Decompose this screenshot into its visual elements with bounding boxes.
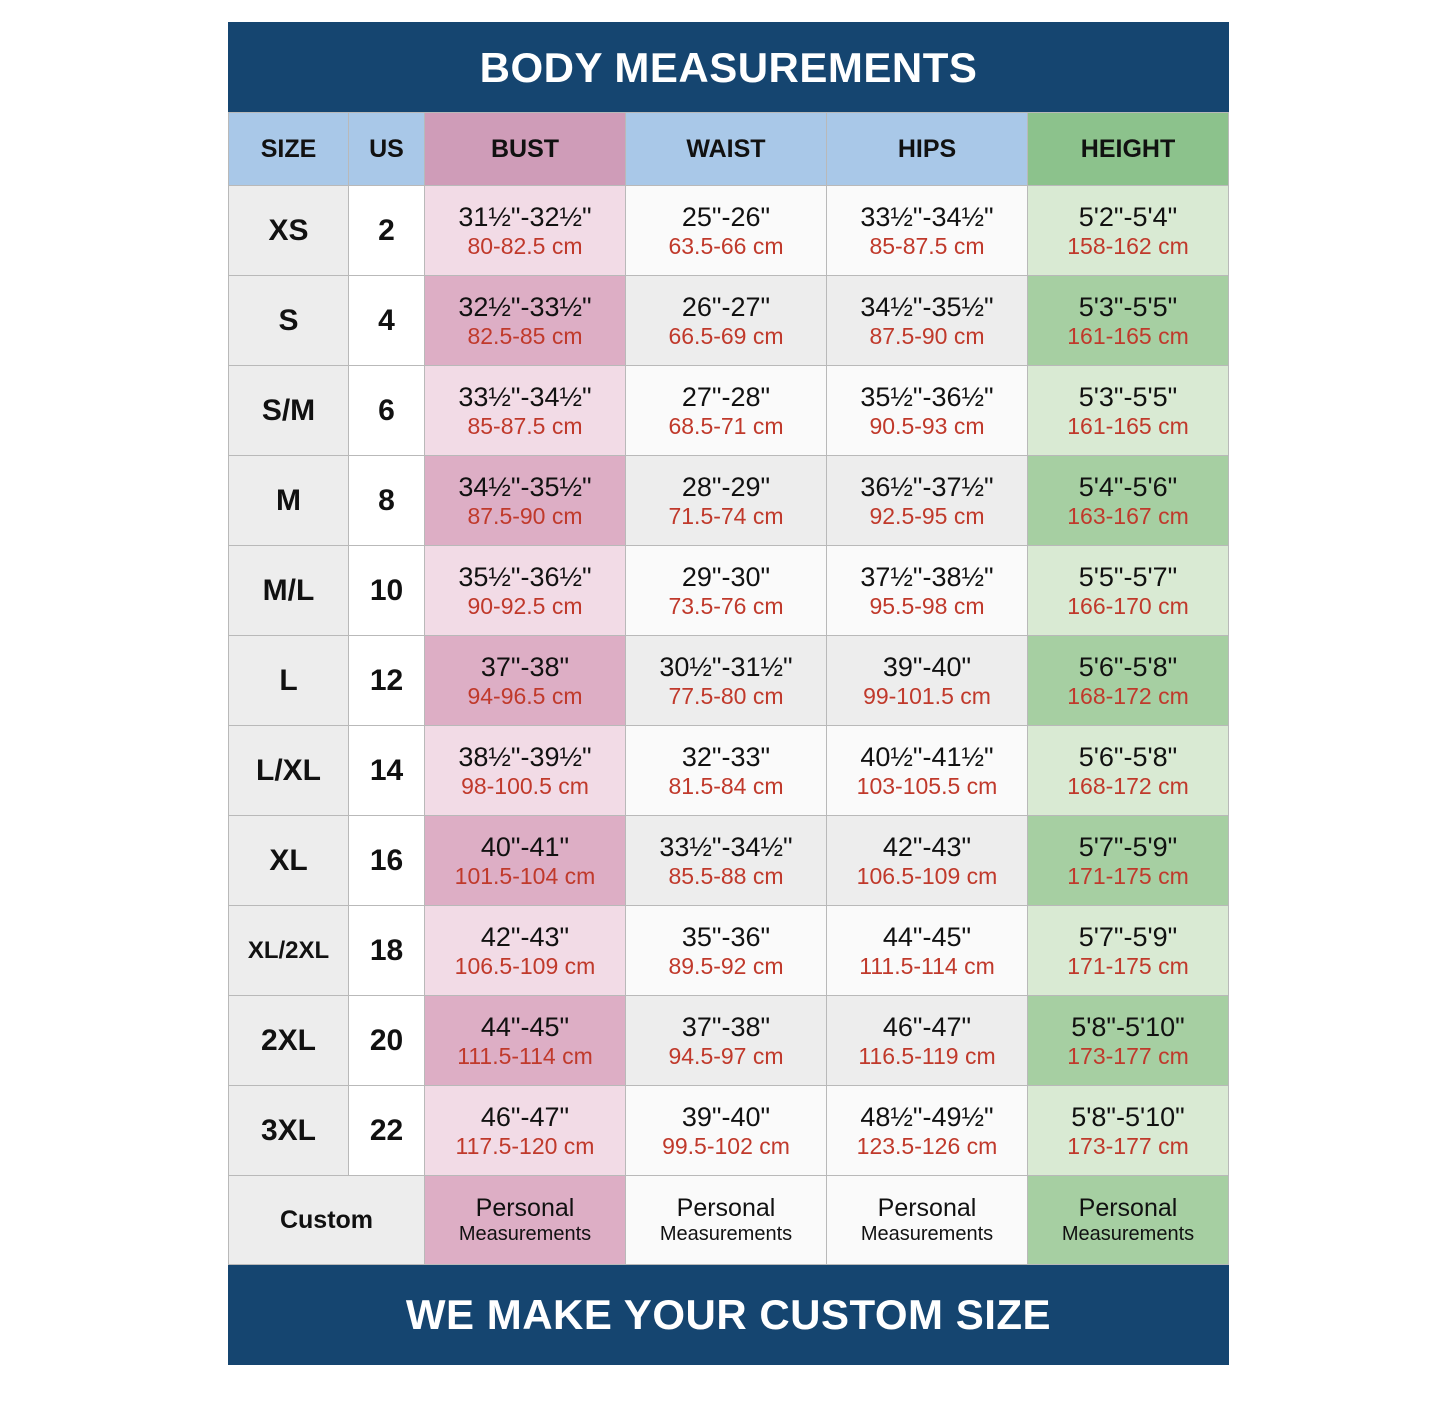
value-cm: 161-165 cm <box>1067 412 1189 439</box>
value-cm: 85-87.5 cm <box>869 232 985 259</box>
cell-bust <box>425 186 626 276</box>
cell-height <box>1028 726 1229 816</box>
value-inches: 29"-30" <box>681 561 771 592</box>
value-cm: 99-101.5 cm <box>863 682 991 709</box>
value-inches: 37"-38" <box>480 651 570 682</box>
value-cm: 123.5-126 cm <box>856 1132 998 1159</box>
value-inches: 5'7"-5'9" <box>1078 921 1178 952</box>
column-header-size: SIZE <box>229 113 349 186</box>
value-cm: 71.5-74 cm <box>668 502 784 529</box>
custom-line2: Measurements <box>1061 1223 1195 1245</box>
cell-hips <box>827 906 1028 996</box>
cell-us: 20 <box>349 996 425 1086</box>
cell-us: 2 <box>349 186 425 276</box>
value-cm: 166-170 cm <box>1067 592 1189 619</box>
value-cm: 106.5-109 cm <box>856 862 998 889</box>
page-title: BODY MEASUREMENTS <box>479 44 978 91</box>
value-cm: 163-167 cm <box>1067 502 1189 529</box>
value-cm: 85-87.5 cm <box>467 412 583 439</box>
value-cm: 161-165 cm <box>1067 322 1189 349</box>
cell-size: XS <box>229 186 349 276</box>
value-cm: 87.5-90 cm <box>467 502 583 529</box>
cell-waist <box>626 636 827 726</box>
cell-bust <box>425 816 626 906</box>
value-cm: 87.5-90 cm <box>869 322 985 349</box>
value-cm: 95.5-98 cm <box>869 592 985 619</box>
table-row <box>229 186 1229 276</box>
cell-hips <box>827 456 1028 546</box>
cell-hips <box>827 726 1028 816</box>
table-row <box>229 546 1229 636</box>
value-inches: 31½"-32½" <box>458 201 592 232</box>
cell-us: 4 <box>349 276 425 366</box>
value-cm: 168-172 cm <box>1067 772 1189 799</box>
cell-size: M/L <box>229 546 349 636</box>
footer-banner: WE MAKE YOUR CUSTOM SIZE <box>405 1291 1052 1338</box>
cell-height <box>1028 546 1229 636</box>
cell-height <box>1028 1086 1229 1176</box>
value-inches: 39"-40" <box>681 1101 771 1132</box>
cell-custom-label: Custom <box>229 1176 425 1265</box>
value-inches: 35"-36" <box>681 921 771 952</box>
cell-bust <box>425 1086 626 1176</box>
custom-line1: Personal <box>676 1194 776 1222</box>
value-cm: 81.5-84 cm <box>668 772 784 799</box>
custom-line2: Measurements <box>860 1223 994 1245</box>
cell-us: 10 <box>349 546 425 636</box>
cell-bust <box>425 726 626 816</box>
value-cm: 82.5-85 cm <box>467 322 583 349</box>
value-inches: 27"-28" <box>681 381 771 412</box>
cell-hips <box>827 636 1028 726</box>
table-row <box>229 456 1229 546</box>
value-cm: 99.5-102 cm <box>662 1132 790 1159</box>
cell-waist <box>626 816 827 906</box>
cell-bust <box>425 456 626 546</box>
cell-custom-waist <box>626 1176 827 1265</box>
value-inches: 38½"-39½" <box>458 741 592 772</box>
value-cm: 173-177 cm <box>1067 1132 1189 1159</box>
cell-waist <box>626 276 827 366</box>
cell-bust <box>425 636 626 726</box>
column-header-us: US <box>349 113 425 186</box>
custom-line1: Personal <box>1078 1194 1178 1222</box>
value-cm: 116.5-119 cm <box>858 1042 996 1069</box>
cell-bust <box>425 906 626 996</box>
value-cm: 106.5-109 cm <box>454 952 596 979</box>
value-inches: 37½"-38½" <box>860 561 994 592</box>
value-inches: 5'3"-5'5" <box>1078 381 1178 412</box>
cell-size: L <box>229 636 349 726</box>
cell-size: M <box>229 456 349 546</box>
value-inches: 26"-27" <box>681 291 771 322</box>
value-inches: 42"-43" <box>480 921 570 952</box>
value-inches: 34½"-35½" <box>860 291 994 322</box>
cell-waist <box>626 906 827 996</box>
cell-size: 2XL <box>229 996 349 1086</box>
cell-us: 8 <box>349 456 425 546</box>
cell-size: S <box>229 276 349 366</box>
value-inches: 5'2"-5'4" <box>1078 201 1178 232</box>
value-cm: 89.5-92 cm <box>668 952 784 979</box>
value-cm: 103-105.5 cm <box>856 772 998 799</box>
cell-bust <box>425 546 626 636</box>
value-inches: 25"-26" <box>681 201 771 232</box>
cell-height <box>1028 456 1229 546</box>
cell-bust <box>425 366 626 456</box>
cell-size: 3XL <box>229 1086 349 1176</box>
value-inches: 46"-47" <box>480 1101 570 1132</box>
value-inches: 34½"-35½" <box>458 471 592 502</box>
cell-bust <box>425 276 626 366</box>
value-cm: 111.5-114 cm <box>859 952 995 979</box>
value-cm: 85.5-88 cm <box>668 862 784 889</box>
value-inches: 48½"-49½" <box>860 1101 994 1132</box>
value-inches: 30½"-31½" <box>659 651 793 682</box>
size-chart-card <box>228 22 1229 1365</box>
cell-height <box>1028 816 1229 906</box>
value-inches: 5'6"-5'8" <box>1078 741 1178 772</box>
cell-hips <box>827 276 1028 366</box>
cell-us: 6 <box>349 366 425 456</box>
value-cm: 171-175 cm <box>1067 862 1189 889</box>
value-inches: 36½"-37½" <box>860 471 994 502</box>
value-cm: 73.5-76 cm <box>668 592 784 619</box>
value-cm: 68.5-71 cm <box>668 412 784 439</box>
table-row <box>229 366 1229 456</box>
value-cm: 80-82.5 cm <box>467 232 583 259</box>
cell-waist <box>626 186 827 276</box>
cell-us: 14 <box>349 726 425 816</box>
table-row-custom <box>229 1176 1229 1265</box>
value-inches: 32½"-33½" <box>458 291 592 322</box>
value-cm: 66.5-69 cm <box>668 322 784 349</box>
cell-size: S/M <box>229 366 349 456</box>
value-inches: 37"-38" <box>681 1011 771 1042</box>
value-cm: 92.5-95 cm <box>869 502 985 529</box>
table-row <box>229 636 1229 726</box>
value-inches: 28"-29" <box>681 471 771 502</box>
column-header-height: HEIGHT <box>1028 113 1229 186</box>
column-header-hips: HIPS <box>827 113 1028 186</box>
cell-waist <box>626 456 827 546</box>
cell-us: 18 <box>349 906 425 996</box>
cell-us: 16 <box>349 816 425 906</box>
value-cm: 90-92.5 cm <box>467 592 583 619</box>
cell-waist <box>626 1086 827 1176</box>
cell-size: XL <box>229 816 349 906</box>
value-cm: 90.5-93 cm <box>869 412 985 439</box>
cell-height <box>1028 366 1229 456</box>
cell-hips <box>827 186 1028 276</box>
value-inches: 33½"-34½" <box>659 831 793 862</box>
value-cm: 117.5-120 cm <box>455 1132 595 1159</box>
value-cm: 158-162 cm <box>1067 232 1189 259</box>
cell-height <box>1028 186 1229 276</box>
value-inches: 42"-43" <box>882 831 972 862</box>
value-inches: 44"-45" <box>480 1011 570 1042</box>
cell-hips <box>827 546 1028 636</box>
value-cm: 94-96.5 cm <box>467 682 583 709</box>
table-row <box>229 906 1229 996</box>
column-header-bust: BUST <box>425 113 626 186</box>
value-inches: 5'6"-5'8" <box>1078 651 1178 682</box>
column-header-waist: WAIST <box>626 113 827 186</box>
value-cm: 63.5-66 cm <box>668 232 784 259</box>
table-row <box>229 996 1229 1086</box>
value-inches: 33½"-34½" <box>458 381 592 412</box>
value-inches: 39"-40" <box>882 651 972 682</box>
value-inches: 35½"-36½" <box>458 561 592 592</box>
value-cm: 173-177 cm <box>1067 1042 1189 1069</box>
value-inches: 5'5"-5'7" <box>1078 561 1178 592</box>
cell-waist <box>626 366 827 456</box>
body-measurements-table <box>228 112 1229 1265</box>
cell-us: 22 <box>349 1086 425 1176</box>
value-inches: 32"-33" <box>681 741 771 772</box>
value-inches: 40½"-41½" <box>860 741 994 772</box>
value-inches: 5'8"-5'10" <box>1071 1101 1185 1132</box>
cell-size: L/XL <box>229 726 349 816</box>
cell-waist <box>626 546 827 636</box>
value-cm: 111.5-114 cm <box>457 1042 593 1069</box>
table-row <box>229 816 1229 906</box>
custom-line2: Measurements <box>458 1223 592 1245</box>
cell-height <box>1028 996 1229 1086</box>
cell-height <box>1028 636 1229 726</box>
cell-custom-hips <box>827 1176 1028 1265</box>
cell-waist <box>626 726 827 816</box>
cell-hips <box>827 996 1028 1086</box>
cell-size: XL/2XL <box>229 906 349 996</box>
cell-custom-bust <box>425 1176 626 1265</box>
cell-bust <box>425 996 626 1086</box>
custom-line2: Measurements <box>659 1223 793 1245</box>
cell-custom-height <box>1028 1176 1229 1265</box>
value-inches: 5'7"-5'9" <box>1078 831 1178 862</box>
cell-height <box>1028 906 1229 996</box>
value-cm: 101.5-104 cm <box>454 862 596 889</box>
value-inches: 35½"-36½" <box>860 381 994 412</box>
value-inches: 33½"-34½" <box>860 201 994 232</box>
value-cm: 171-175 cm <box>1067 952 1189 979</box>
value-inches: 5'3"-5'5" <box>1078 291 1178 322</box>
cell-hips <box>827 816 1028 906</box>
table-header-row <box>229 113 1229 186</box>
custom-line1: Personal <box>475 1194 575 1222</box>
value-inches: 40"-41" <box>480 831 570 862</box>
value-inches: 44"-45" <box>882 921 972 952</box>
value-inches: 5'4"-5'6" <box>1078 471 1178 502</box>
table-row <box>229 1086 1229 1176</box>
cell-waist <box>626 996 827 1086</box>
table-row <box>229 726 1229 816</box>
cell-hips <box>827 366 1028 456</box>
table-row <box>229 276 1229 366</box>
cell-height <box>1028 276 1229 366</box>
value-cm: 94.5-97 cm <box>668 1042 784 1069</box>
custom-line1: Personal <box>877 1194 977 1222</box>
value-cm: 168-172 cm <box>1067 682 1189 709</box>
value-cm: 98-100.5 cm <box>461 772 589 799</box>
value-cm: 77.5-80 cm <box>668 682 784 709</box>
value-inches: 46"-47" <box>882 1011 972 1042</box>
cell-us: 12 <box>349 636 425 726</box>
value-inches: 5'8"-5'10" <box>1071 1011 1185 1042</box>
cell-hips <box>827 1086 1028 1176</box>
